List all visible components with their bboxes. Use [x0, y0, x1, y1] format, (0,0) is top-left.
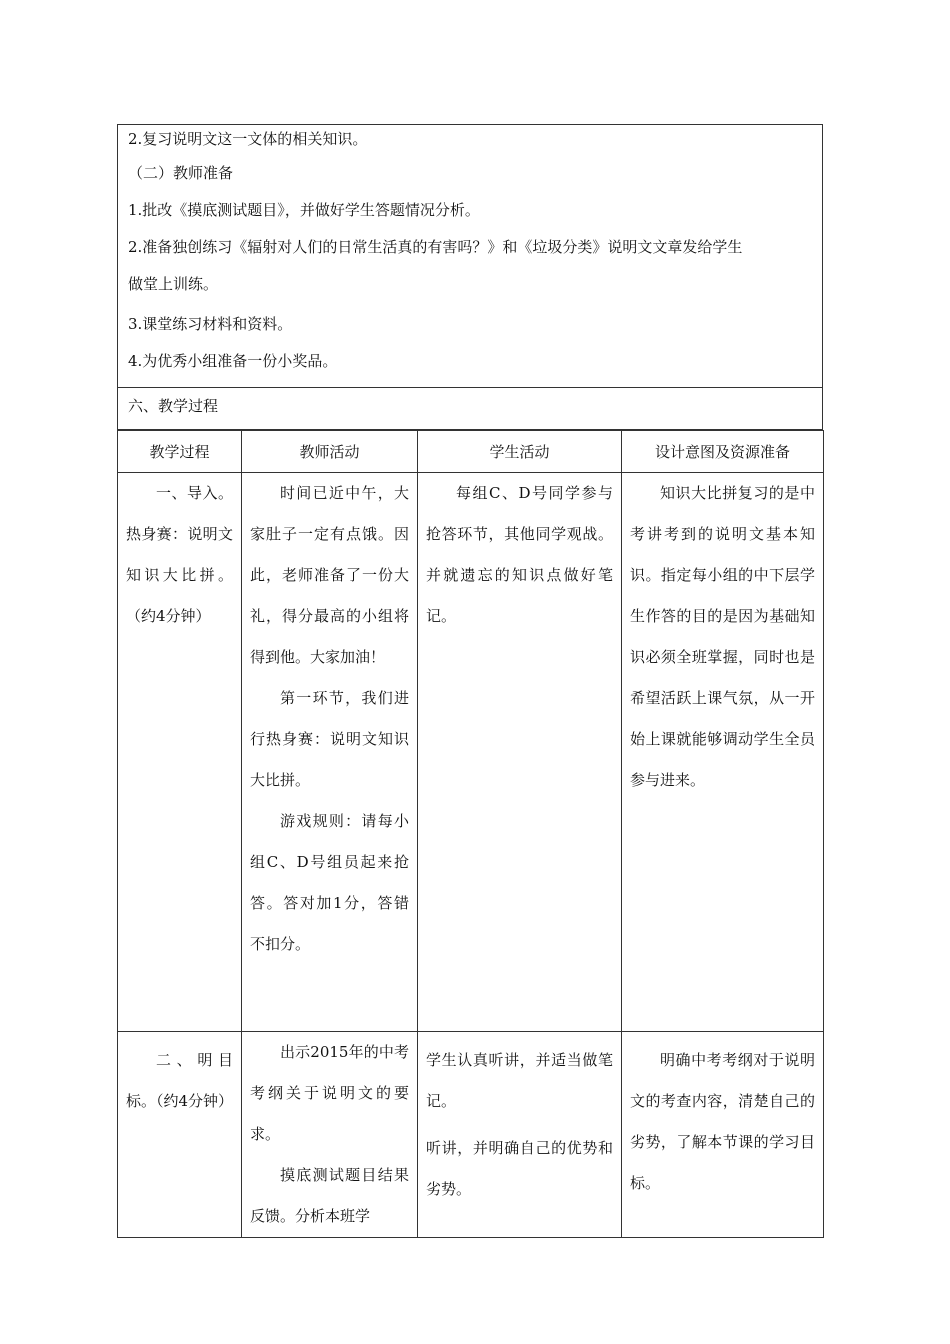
header-design-intent: 设计意图及资源准备: [622, 431, 824, 473]
teacher-prep-item-4: 4.为优秀小组准备一份小奖品。: [128, 352, 338, 370]
process-cell: [118, 473, 242, 1032]
student-paragraph: 学生认真听讲，并适当做笔记。: [426, 1051, 613, 1110]
teacher-paragraph: 摸底测试题目结果反馈。分析本班学: [250, 1166, 409, 1225]
design-paragraph: 明确中考考纲对于说明文的考查内容，清楚自己的劣势，了解本节课的学习目标。: [630, 1051, 815, 1192]
table-header-row: [118, 431, 824, 473]
design-intent-cell: [622, 1032, 824, 1238]
lesson-plan-page: [117, 124, 823, 1238]
section-title-teaching-process: 六、教学过程: [117, 387, 823, 430]
student-paragraph: 听讲，并明确自己的优势和劣势。: [426, 1139, 613, 1198]
header-process: 教学过程: [118, 431, 242, 473]
header-student-activity: 学生活动: [418, 431, 622, 473]
design-intent-cell: [622, 473, 824, 1032]
table-row: [118, 1032, 824, 1238]
header-teacher-activity: 教师活动: [242, 431, 418, 473]
student-prep-item-2: 2.复习说明文这一文体的相关知识。: [128, 130, 368, 148]
teaching-process-table: [117, 430, 824, 1238]
table-row: [118, 473, 824, 1032]
design-paragraph: 知识大比拼复习的是中考讲考到的说明文基本知识。指定每小组的中下层学生作答的目的是因为基础知识必须全班掌握，同时也是希望活跃上课气氛，从一开始上课就能够调动学生全员参与进来。: [630, 484, 815, 789]
preparation-block: [117, 124, 823, 387]
teacher-paragraph: 出示2015年的中考考纲关于说明文的要求。: [250, 1043, 409, 1143]
teacher-prep-item-3: 3.课堂练习材料和资料。: [128, 315, 293, 333]
teacher-paragraph: 时间已近中午，大家肚子一定有点饿。因此，老师准备了一份大礼，得分最高的小组将得到他。大家加油！: [250, 484, 409, 666]
teacher-activity-cell: [242, 473, 418, 1032]
teacher-paragraph: 游戏规则：请每小组C、D号组员起来抢答。答对加1分，答错不扣分。: [250, 812, 409, 953]
teacher-prep-item-2b: 做堂上训练。: [128, 275, 219, 293]
teacher-prep-item-2a: 2.准备独创练习《辐射对人们的日常生活真的有害吗？》和《垃圾分类》说明文文章发给学生: [128, 238, 743, 256]
student-activity-cell: [418, 473, 622, 1032]
process-text: 二、明目标。（约4分钟）: [126, 1051, 234, 1110]
teacher-prep-item-1: 1.批改《摸底测试题目》，并做好学生答题情况分析。: [128, 201, 480, 219]
process-text: 一、导入。热身赛：说明文知识大比拼。（约4分钟）: [126, 484, 233, 625]
teacher-paragraph: 第一环节，我们进行热身赛：说明文知识大比拼。: [250, 689, 409, 789]
process-cell: [118, 1032, 242, 1238]
teacher-prep-heading: （二）教师准备: [128, 164, 234, 182]
student-activity-cell: [418, 1032, 622, 1238]
teacher-activity-cell: [242, 1032, 418, 1238]
student-paragraph: 每组C、D号同学参与抢答环节，其他同学观战。并就遗忘的知识点做好笔记。: [426, 484, 613, 625]
